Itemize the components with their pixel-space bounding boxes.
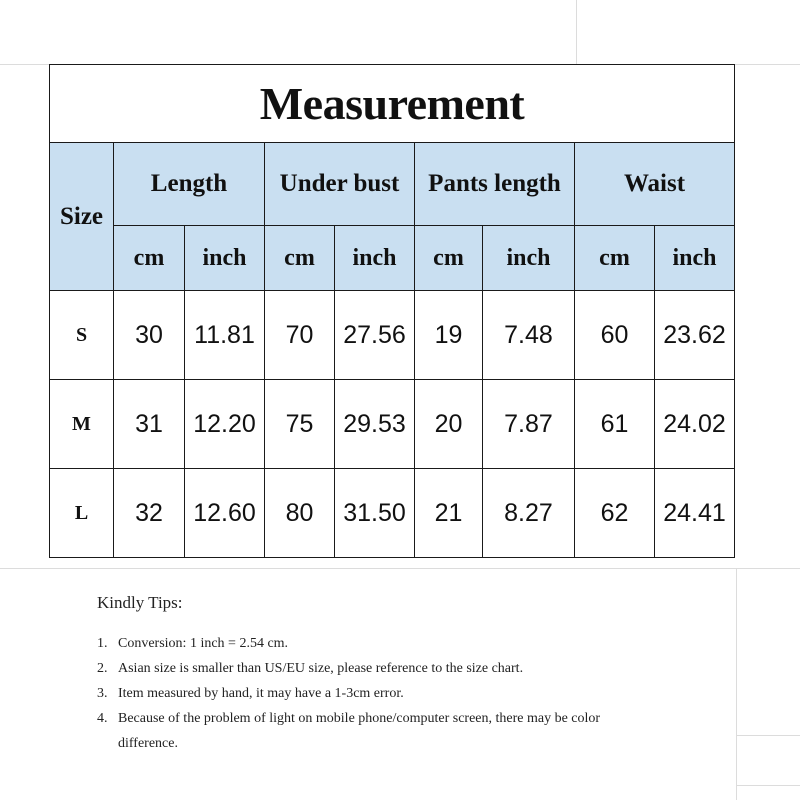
tips-heading: Kindly Tips: xyxy=(97,593,183,612)
value-cell: 11.81 xyxy=(185,291,265,380)
value-cell: 12.20 xyxy=(185,380,265,469)
unit-header: inch xyxy=(335,226,415,291)
gridline xyxy=(736,785,800,786)
value-cell: 19 xyxy=(415,291,483,380)
value-cell: 7.48 xyxy=(483,291,575,380)
gridline xyxy=(736,568,737,800)
unit-header: cm xyxy=(575,226,655,291)
gridline xyxy=(0,568,800,569)
gridline xyxy=(576,0,577,64)
tip-text: Because of the problem of light on mobile phone/computer screen, there may be color difference. xyxy=(118,711,601,751)
value-cell: 29.53 xyxy=(335,380,415,469)
unit-header: cm xyxy=(415,226,483,291)
value-cell: 61 xyxy=(575,380,655,469)
size-chart-table xyxy=(49,64,735,558)
tip-text: Conversion: 1 inch = 2.54 cm. xyxy=(118,636,289,651)
unit-header: cm xyxy=(114,226,185,291)
tip-number: 3. xyxy=(97,686,108,701)
table-row xyxy=(50,469,735,558)
size-label: M xyxy=(50,380,114,469)
unit-header: cm xyxy=(265,226,335,291)
value-cell: 8.27 xyxy=(483,469,575,558)
list-item xyxy=(97,656,657,681)
value-cell: 23.62 xyxy=(655,291,735,380)
value-cell: 24.02 xyxy=(655,380,735,469)
table-title: Measurement xyxy=(50,65,735,143)
tips-list xyxy=(97,631,657,756)
tip-text: Item measured by hand, it may have a 1-3cm error. xyxy=(118,686,404,701)
tip-number: 4. xyxy=(97,711,108,726)
pants-length-header: Pants length xyxy=(415,143,575,226)
unit-header: inch xyxy=(483,226,575,291)
gridline xyxy=(736,735,800,736)
value-cell: 24.41 xyxy=(655,469,735,558)
value-cell: 75 xyxy=(265,380,335,469)
unit-header: inch xyxy=(185,226,265,291)
tips-section xyxy=(97,593,657,756)
list-item xyxy=(97,706,657,756)
unit-header: inch xyxy=(655,226,735,291)
value-cell: 60 xyxy=(575,291,655,380)
waist-header: Waist xyxy=(575,143,735,226)
size-label: L xyxy=(50,469,114,558)
tip-number: 2. xyxy=(97,661,108,676)
length-header: Length xyxy=(114,143,265,226)
under-bust-header: Under bust xyxy=(265,143,415,226)
value-cell: 80 xyxy=(265,469,335,558)
value-cell: 7.87 xyxy=(483,380,575,469)
value-cell: 20 xyxy=(415,380,483,469)
table-row xyxy=(50,380,735,469)
value-cell: 32 xyxy=(114,469,185,558)
size-label: S xyxy=(50,291,114,380)
value-cell: 70 xyxy=(265,291,335,380)
size-header: Size xyxy=(50,143,114,291)
value-cell: 31.50 xyxy=(335,469,415,558)
value-cell: 31 xyxy=(114,380,185,469)
list-item xyxy=(97,631,657,656)
value-cell: 27.56 xyxy=(335,291,415,380)
value-cell: 30 xyxy=(114,291,185,380)
tip-number: 1. xyxy=(97,636,108,651)
table-row xyxy=(50,291,735,380)
value-cell: 21 xyxy=(415,469,483,558)
value-cell: 12.60 xyxy=(185,469,265,558)
value-cell: 62 xyxy=(575,469,655,558)
tip-text: Asian size is smaller than US/EU size, please reference to the size chart. xyxy=(118,661,524,676)
list-item xyxy=(97,681,657,706)
